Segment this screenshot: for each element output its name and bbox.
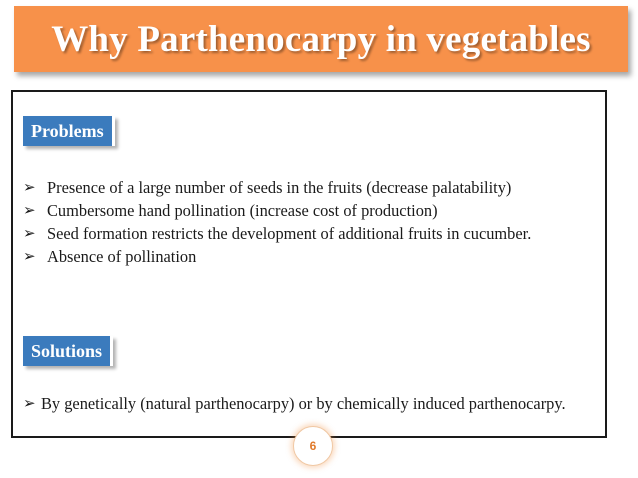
problems-list — [23, 179, 601, 271]
arrow-bullet-icon: ➢ — [23, 396, 36, 412]
list-item — [23, 248, 601, 266]
title-banner — [14, 6, 628, 72]
problems-label: Problems — [23, 116, 115, 146]
list-item-text: Cumbersome hand pollination (increase cost of production) — [47, 201, 438, 220]
list-item-text: Seed formation restricts the development of additional fruits in cucumber. — [47, 224, 532, 243]
list-item — [23, 202, 601, 220]
arrow-bullet-icon: ➢ — [23, 180, 36, 196]
list-item-text: Absence of pollination — [47, 247, 197, 266]
arrow-bullet-icon: ➢ — [23, 249, 36, 265]
list-item — [23, 179, 601, 197]
list-item-text: Presence of a large number of seeds in the fruits (decrease palatability) — [47, 178, 512, 197]
arrow-bullet-icon: ➢ — [23, 203, 36, 219]
arrow-bullet-icon: ➢ — [23, 226, 36, 242]
list-item — [23, 395, 583, 413]
list-item — [23, 225, 601, 243]
solutions-label: Solutions — [23, 336, 113, 366]
content-box — [11, 90, 607, 438]
page-number: 6 — [293, 426, 333, 466]
slide-title: Why Parthenocarpy in vegetables — [51, 18, 591, 60]
list-item-text: By genetically (natural parthenocarpy) or by chemically induced parthenocarpy. — [41, 394, 566, 413]
solutions-list — [23, 395, 583, 418]
